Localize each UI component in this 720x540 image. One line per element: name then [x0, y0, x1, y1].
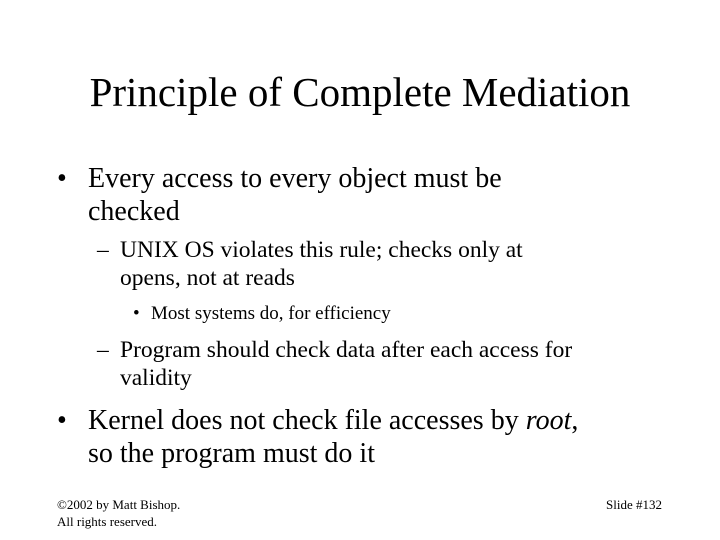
bullet-marker: • [57, 163, 67, 194]
sub-sub-bullet-text: Most systems do, for efficiency [151, 303, 391, 324]
sub-bullet-text-line: opens, not at reads [120, 265, 295, 291]
emphasized-text: root [525, 405, 572, 436]
bullet-text-line: checked [88, 196, 180, 227]
bullet-text-segment: Kernel does not check file accesses by [88, 405, 526, 436]
bullet-text [88, 404, 578, 470]
slide-title: Principle of Complete Mediation [89, 69, 631, 115]
bullet-marker: • [57, 405, 67, 436]
bullet-marker: • [133, 303, 140, 324]
bullet-text-line: Every access to every object must be [88, 163, 502, 194]
sub-bullet-text [120, 236, 523, 292]
sub-bullet-text [120, 336, 572, 392]
footer-slide-number: Slide #132 [606, 497, 662, 512]
bullet-text-line: so the program must do it [88, 438, 375, 469]
rights-text: All rights reserved. [57, 514, 158, 529]
copyright-text: ©2002 by Matt Bishop. [57, 497, 181, 512]
sub-bullet-text-line: UNIX OS violates this rule; checks only at [120, 237, 523, 263]
bullet-text [88, 162, 502, 228]
bullet-text-segment: , [571, 405, 579, 436]
dash-marker: – [97, 337, 109, 363]
sub-bullet-text-line: Program should check data after each access for [120, 337, 573, 363]
footer-copyright [57, 496, 180, 530]
dash-marker: – [97, 237, 109, 263]
sub-bullet-text-line: validity [120, 365, 192, 391]
